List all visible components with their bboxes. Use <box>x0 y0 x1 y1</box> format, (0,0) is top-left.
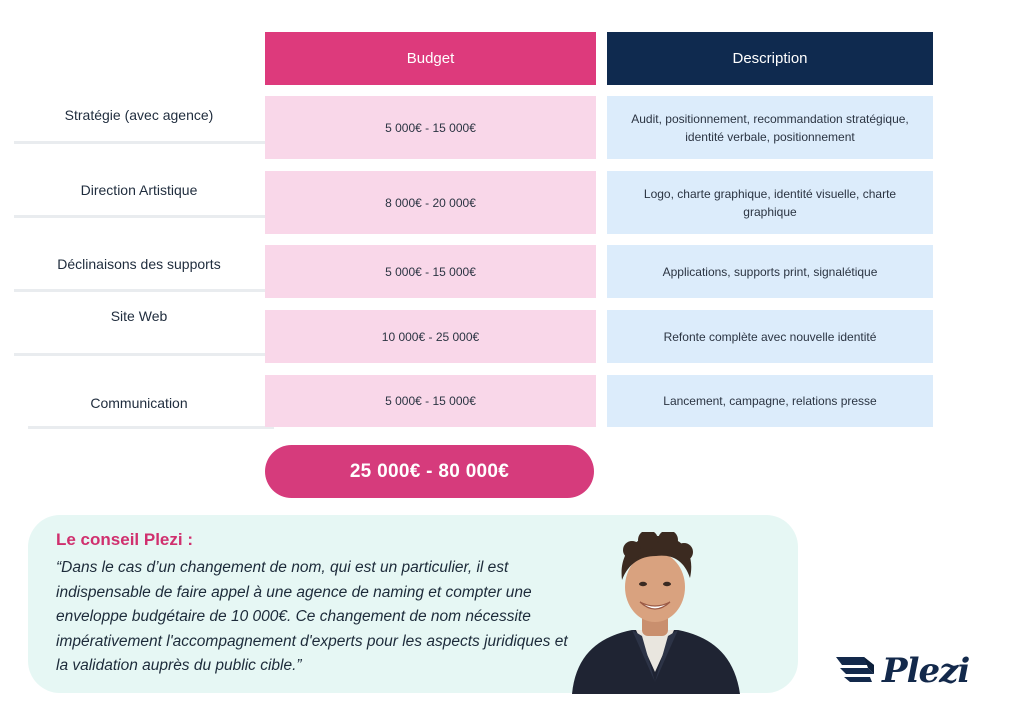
tip-quote: “Dans le cas d’un changement de nom, qui est un particulier, il est indispensable de faire appel à une agence de naming et compter une enveloppe budgétaire de 10 000€. Ce changement de nom nécessite impérativement l'accompagnement d'experts pour les aspects juridiques et la validation auprès du public cible.” <box>56 559 568 674</box>
plezi-logo <box>834 646 984 696</box>
budget-cell: 10 000€ - 25 000€ <box>265 310 596 363</box>
header-budget: Budget <box>265 32 596 85</box>
row-label: Site Web <box>110 308 168 324</box>
brand-name: Plezi <box>882 651 970 691</box>
tip-title: Le conseil Plezi : <box>56 530 193 549</box>
row-divider <box>14 353 265 356</box>
row-divider <box>14 289 265 292</box>
description-cell: Applications, supports print, signalétique <box>607 245 933 298</box>
description-cell: Audit, positionnement, recommandation stratégique, identité verbale, positionnement <box>607 96 933 159</box>
header-description: Description <box>607 32 933 85</box>
description-cell: Lancement, campagne, relations presse <box>607 375 933 427</box>
row-label: Déclinaisons des supports <box>57 256 221 272</box>
budget-cell: 8 000€ - 20 000€ <box>265 171 596 234</box>
row-divider <box>14 141 265 144</box>
row-label: Communication <box>90 395 188 411</box>
total-budget-pill: 25 000€ - 80 000€ <box>265 445 594 498</box>
row-label: Direction Artistique <box>80 182 198 198</box>
advisor-portrait <box>562 532 748 694</box>
row-label: Stratégie (avec agence) <box>64 107 214 123</box>
plezi-wing-logo-icon <box>834 651 878 691</box>
description-cell: Refonte complète avec nouvelle identité <box>607 310 933 363</box>
description-cell: Logo, charte graphique, identité visuelle, charte graphique <box>607 171 933 234</box>
budget-cell: 5 000€ - 15 000€ <box>265 245 596 298</box>
row-divider <box>14 215 265 218</box>
row-divider <box>28 426 274 429</box>
budget-cell: 5 000€ - 15 000€ <box>265 96 596 159</box>
budget-cell: 5 000€ - 15 000€ <box>265 375 596 427</box>
